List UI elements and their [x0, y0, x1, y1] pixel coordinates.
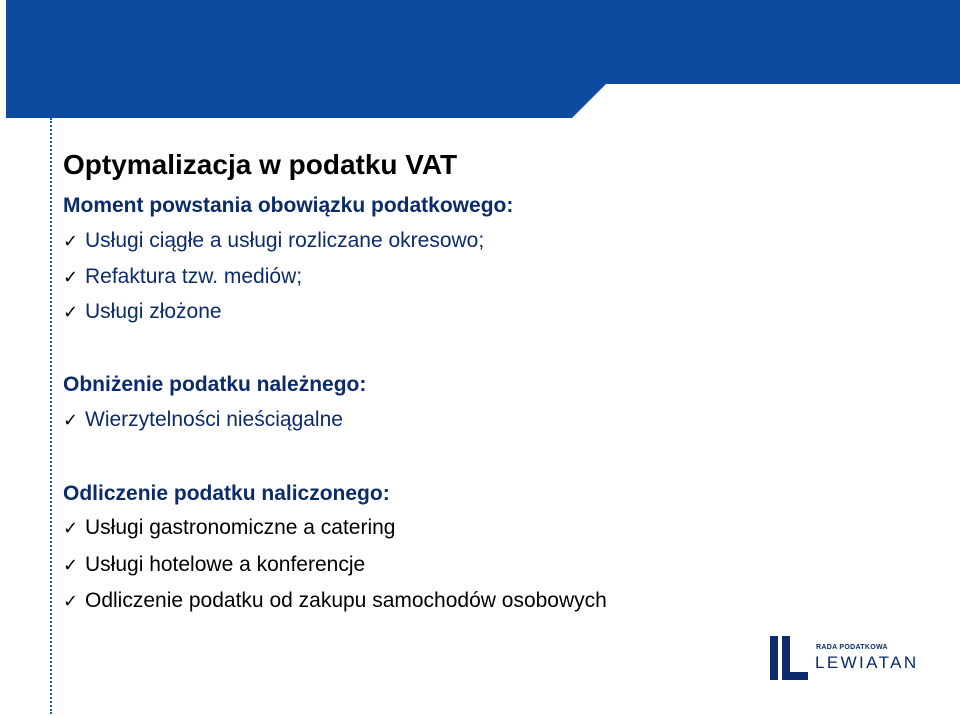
- lewiatan-logo: [768, 634, 918, 684]
- list-item: [63, 228, 484, 255]
- check-icon: ✓: [63, 410, 79, 431]
- list-item: [63, 264, 302, 291]
- section-heading-input-tax-deduction: Odliczenie podatku naliczonego:: [63, 482, 390, 505]
- check-icon: ✓: [63, 555, 79, 576]
- check-icon: ✓: [63, 231, 79, 252]
- check-icon: ✓: [63, 518, 79, 539]
- list-item: [63, 299, 222, 326]
- list-item: [63, 552, 365, 579]
- section-heading-tax-obligation: Moment powstania obowiązku podatkowego:: [63, 194, 514, 217]
- check-icon: ✓: [63, 267, 79, 288]
- check-icon: ✓: [63, 302, 79, 323]
- list-item: [63, 515, 396, 542]
- slide-content: [63, 0, 943, 716]
- list-item: [63, 588, 607, 615]
- list-item-text: Usługi złożone: [85, 300, 222, 323]
- list-item-text: Refaktura tzw. mediów;: [85, 265, 303, 288]
- logo-subtitle: RADA PODATKOWA: [816, 644, 888, 651]
- vertical-dotted-rule: [50, 118, 52, 714]
- list-item-text: Wierzytelności nieściągalne: [85, 408, 343, 431]
- slide-title: Optymalizacja w podatku VAT: [63, 149, 458, 180]
- list-item-text: Usługi ciągłe a usługi rozliczane okresowo;: [85, 229, 485, 252]
- check-icon: ✓: [63, 591, 79, 612]
- list-item-text: Usługi hotelowe a konferencje: [85, 553, 366, 576]
- list-item-text: Odliczenie podatku od zakupu samochodów osobowych: [85, 589, 607, 612]
- section-heading-output-tax-reduction: Obniżenie podatku należnego:: [63, 373, 367, 396]
- list-item-text: Usługi gastronomiczne a catering: [85, 516, 396, 539]
- list-item: [63, 407, 343, 434]
- lewiatan-logo-mark-icon: [768, 634, 812, 684]
- logo-title: LEWIATAN: [815, 653, 919, 672]
